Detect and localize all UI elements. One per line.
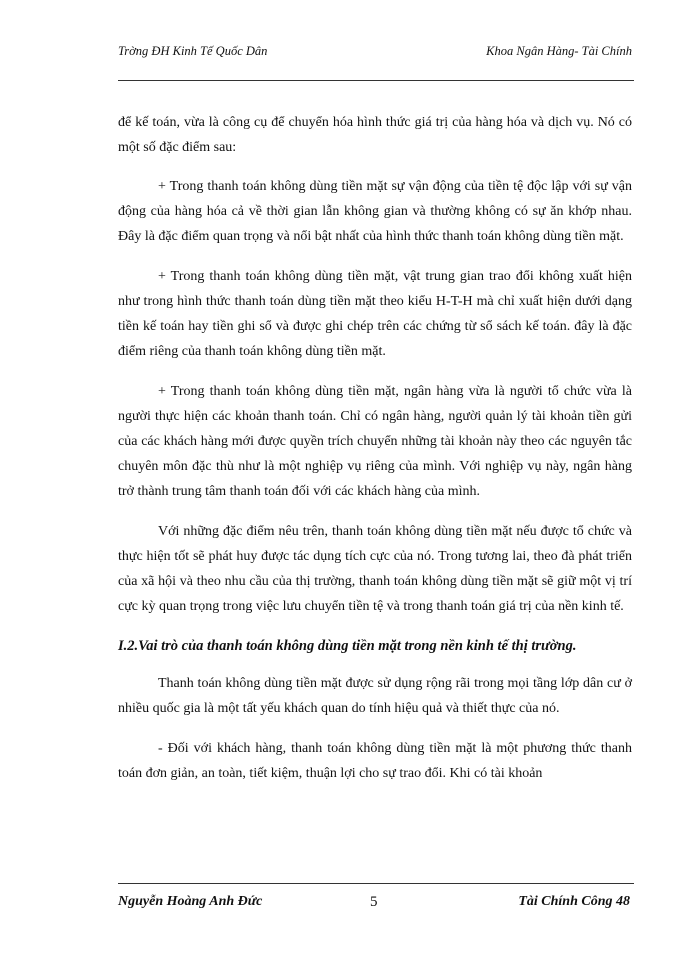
- paragraph-role-intro: Thanh toán không dùng tiền mặt được sử dụng rộng rãi trong mọi tầng lớp dân cư ở nhiều quốc gia là một tất yếu khách quan do tính hiệu quả và thiết thực của nó.: [118, 676, 632, 716]
- page-footer: [118, 894, 634, 916]
- header-faculty: Khoa Ngân Hàng- Tài Chính: [486, 44, 632, 58]
- section-heading: I.2.Vai trò của thanh toán không dùng tiền mặt trong nền kinh tế thị trường.: [118, 638, 577, 654]
- paragraph-feature-3: + Trong thanh toán không dùng tiền mặt, ngân hàng vừa là người tổ chức vừa là người thực hiện các khoản thanh toán. Chỉ có ngân hàng, người quản lý tài khoản tiền gửi của các khách hàng mới được quyền trích chuyển những tài khoản này theo các nguyên tắc chuyên môn đặc thù như là một nghiệp vụ riêng của mình. Với nghiệp vụ này, ngân hàng trở thành trung tâm thanh toán đối với các khách hàng của mình.: [118, 384, 632, 499]
- header-divider: [118, 80, 634, 81]
- paragraph-conclusion: Với những đặc điểm nêu trên, thanh toán không dùng tiền mặt nếu được tổ chức và thực hiện tốt sẽ phát huy được tác dụng tích cực của nó. Trong tương lai, theo đà phát triển của xã hội và theo nhu cầu của thị trường, thanh toán không dùng tiền mặt sẽ giữ một vị trí cực kỳ quan trọng trong việc lưu chuyển tiền tệ và trong thanh toán giá trị của nền kinh tế.: [118, 524, 632, 614]
- footer-class: Tài Chính Công 48: [518, 894, 630, 909]
- paragraph-feature-1: + Trong thanh toán không dùng tiền mặt sự vận động của tiền tệ độc lập với sự vận động của hàng hóa cả về thời gian lẫn không gian và thường không có sự ăn khớp nhau. Đây là đặc điểm quan trọng và nổi bật nhất của hình thức thanh toán không dùng tiền mặt.: [118, 179, 632, 244]
- footer-divider: [118, 883, 634, 884]
- document-body: [118, 110, 632, 786]
- page-number: 5: [370, 894, 378, 910]
- paragraph-customer-role: - Đối với khách hàng, thanh toán không dùng tiền mặt là một phương thức thanh toán đơn giản, an toàn, tiết kiệm, thuận lợi cho sự trao đổi. Khi có tài khoản: [118, 741, 632, 781]
- page-header: [118, 40, 634, 62]
- paragraph-feature-2: + Trong thanh toán không dùng tiền mặt, vật trung gian trao đổi không xuất hiện như trong hình thức thanh toán dùng tiền mặt theo kiểu H-T-H mà chỉ xuất hiện dưới dạng tiền kế toán hay tiền ghi sổ và được ghi chép trên các chứng từ sổ sách kế toán. đây là đặc điểm riêng của thanh toán không dùng tiền mặt.: [118, 269, 632, 359]
- footer-author: Nguyễn Hoàng Anh Đức: [118, 894, 263, 909]
- paragraph-continuation: để kế toán, vừa là công cụ để chuyển hóa hình thức giá trị của hàng hóa và dịch vụ. Nó có một số đặc điểm sau:: [118, 115, 632, 155]
- header-university: Trờng ĐH Kinh Tế Quốc Dân: [118, 44, 268, 58]
